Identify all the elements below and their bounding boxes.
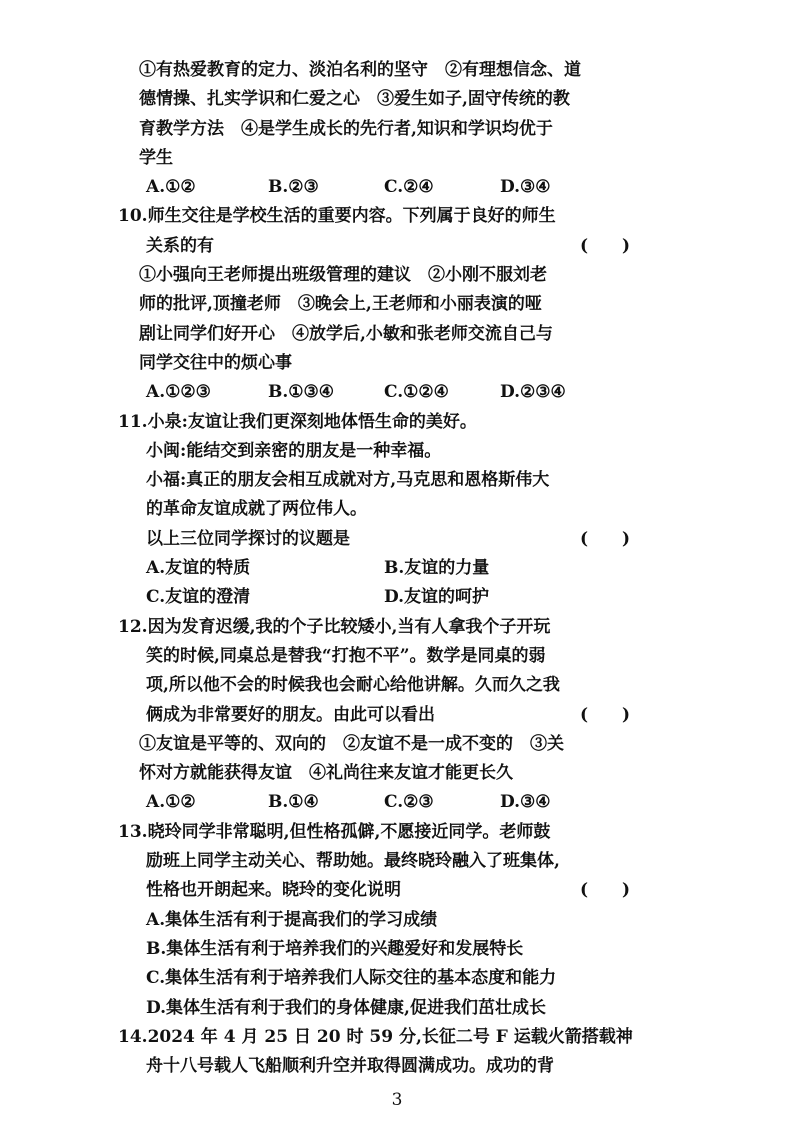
q14-stem-line: 14.2024 年 4 月 25 日 20 时 59 分,长征二号 F 运载火箭搭载神 [118, 1026, 633, 1047]
q9-statement-line: 育教学方法 ④是学生成长的先行者,知识和学识均优于 [139, 118, 553, 139]
q11-answer-blank[interactable]: ( ) [580, 528, 631, 549]
question-14 [0, 1023, 794, 1082]
q12-stem-line [0, 701, 794, 730]
q12-option-d[interactable]: D.③④ [500, 792, 551, 813]
q10-answer-blank[interactable]: ( ) [580, 235, 631, 256]
q12-stem-line: 笑的时候,同桌总是替我“打抱不平”。数学是同桌的弱 [146, 645, 546, 666]
q10-option-c[interactable]: C.①②④ [384, 382, 449, 403]
question-13 [0, 818, 794, 1023]
q11-option-b[interactable]: B.友谊的力量 [384, 558, 490, 579]
q11-stem-line: 11.小泉:友谊让我们更深刻地体悟生命的美好。 [118, 411, 477, 432]
q9-statement-line: 德情操、扎实学识和仁爱之心 ③爱生如子,固守传统的教 [139, 89, 570, 110]
q13-option-c[interactable]: C.集体生活有利于培养我们人际交往的基本态度和能力 [146, 968, 557, 989]
q13-stem-line: 励班上同学主动关心、帮助她。最终晓玲融入了班集体, [146, 851, 560, 872]
q12-stem-line: 12.因为发育迟缓,我的个子比较矮小,当有人拿我个子开玩 [118, 616, 551, 637]
q14-stem-line: 舟十八号载人飞船顺利升空并取得圆满成功。成功的背 [146, 1056, 554, 1077]
q11-option-d[interactable]: D.友谊的呵护 [384, 587, 490, 608]
q13-option-a[interactable]: A.集体生活有利于提高我们的学习成绩 [146, 909, 438, 930]
q13-stem-line [0, 876, 794, 905]
q9-statement-line: ①有热爱教育的定力、淡泊名利的坚守 ②有理想信念、道 [139, 60, 581, 80]
q12-answer-blank[interactable]: ( ) [580, 704, 631, 725]
question-12 [0, 613, 794, 818]
q10-options [0, 378, 794, 407]
q11-stem-text: 以上三位同学探讨的议题是 [146, 528, 350, 549]
q10-statement-line: ①小强向王老师提出班级管理的建议 ②小刚不服刘老 [139, 265, 547, 286]
q11-options-row-2 [0, 583, 794, 612]
page-number: 3 [391, 1090, 403, 1110]
q13-option-b[interactable]: B.集体生活有利于培养我们的兴趣爱好和发展特长 [146, 938, 524, 959]
q10-statement-line: 师的批评,顶撞老师 ③晚会上,王老师和小丽表演的哑 [139, 294, 542, 315]
q10-stem-text: 关系的有 [146, 235, 214, 256]
q13-stem-line: 13.晓玲同学非常聪明,但性格孤僻,不愿接近同学。老师鼓 [118, 821, 551, 842]
q10-statement-line: 剧让同学们好开心 ④放学后,小敏和张老师交流自己与 [139, 323, 553, 344]
q11-stem-line: 的革命友谊成就了两位伟人。 [146, 499, 367, 520]
questions [0, 56, 794, 1081]
q12-options [0, 788, 794, 817]
question-10 [0, 202, 794, 407]
q12-statement-line: ①友谊是平等的、双向的 ②友谊不是一成不变的 ③关 [139, 733, 564, 754]
q12-stem-text: 俩成为非常要好的朋友。由此可以看出 [146, 704, 435, 725]
q11-stem-line [0, 525, 794, 554]
q10-stem-line: 10.师生交往是学校生活的重要内容。下列属于良好的师生 [118, 206, 556, 227]
q9-options [0, 173, 794, 202]
q12-stem-line: 项,所以他不会的时候我也会耐心给他讲解。久而久之我 [146, 675, 560, 696]
q12-statement-line: 怀对方就能获得友谊 ④礼尚往来友谊才能更长久 [139, 763, 513, 784]
q13-stem-text: 性格也开朗起来。晓玲的变化说明 [146, 880, 401, 901]
q9-statement-line: 学生 [139, 147, 173, 168]
q11-stem-line: 小闽:能结交到亲密的朋友是一种幸福。 [146, 440, 442, 461]
question-9 [0, 56, 794, 202]
question-11 [0, 408, 794, 613]
q10-statement-line: 同学交往中的烦心事 [139, 352, 292, 373]
q9-option-d[interactable]: D.③④ [500, 177, 551, 198]
q13-option-d[interactable]: D.集体生活有利于我们的身体健康,促进我们茁壮成长 [146, 997, 546, 1018]
q11-option-a[interactable]: A.友谊的特质 [146, 558, 251, 579]
q10-option-a[interactable]: A.①②③ [146, 382, 211, 403]
q9-option-c[interactable]: C.②④ [384, 177, 434, 198]
q11-option-c[interactable]: C.友谊的澄清 [146, 587, 251, 608]
q9-option-b[interactable]: B.②③ [268, 177, 319, 198]
q13-answer-blank[interactable]: ( ) [580, 880, 631, 901]
q10-option-b[interactable]: B.①③④ [268, 382, 335, 403]
q11-stem-line: 小福:真正的朋友会相互成就对方,马克思和恩格斯伟大 [146, 470, 550, 491]
q10-option-d[interactable]: D.②③④ [500, 382, 566, 403]
q12-option-c[interactable]: C.②③ [384, 792, 434, 813]
q9-option-a[interactable]: A.①② [146, 177, 196, 198]
q11-options-row-1 [0, 554, 794, 583]
q10-stem-line [0, 232, 794, 261]
q12-option-b[interactable]: B.①④ [268, 792, 319, 813]
q12-option-a[interactable]: A.①② [146, 792, 196, 813]
